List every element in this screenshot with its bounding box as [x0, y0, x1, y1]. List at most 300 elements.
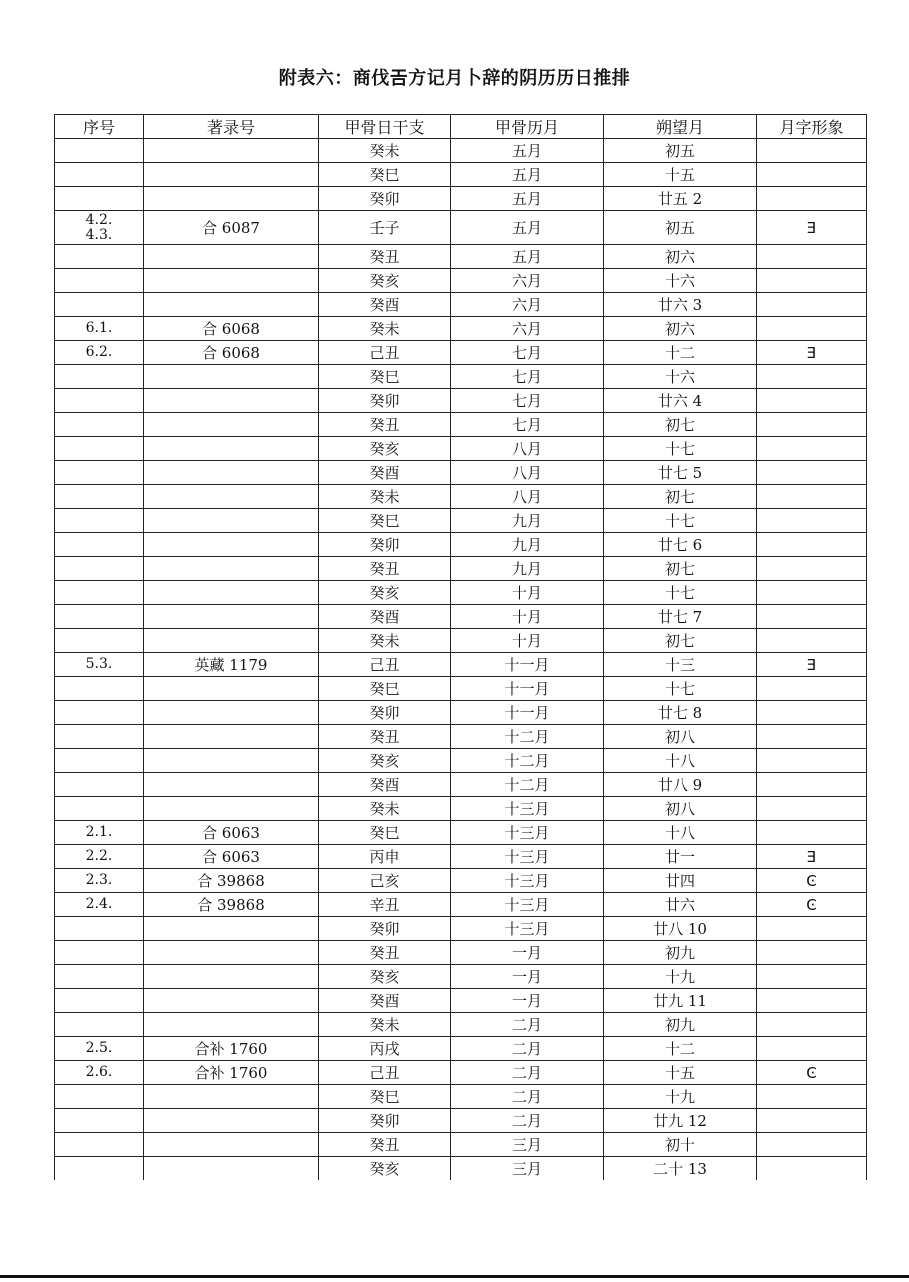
cell-source: [144, 509, 319, 533]
cell-month: 六月: [451, 293, 604, 317]
cell-seq: [55, 725, 144, 749]
cell-glyph: [757, 413, 867, 437]
cell-month: 十一月: [451, 677, 604, 701]
table-row: [55, 269, 867, 293]
cell-seq: [55, 485, 144, 509]
cell-month: 五月: [451, 139, 604, 163]
cell-source: [144, 413, 319, 437]
cell-ganzhi: 癸丑: [319, 413, 451, 437]
cell-source: [144, 1109, 319, 1133]
cell-seq: [55, 1085, 144, 1109]
cell-ganzhi: 癸亥: [319, 749, 451, 773]
cell-lunar: 廿七 6: [604, 533, 757, 557]
cell-seq: 2.6.: [55, 1061, 144, 1085]
table-row: [55, 749, 867, 773]
cell-source: [144, 389, 319, 413]
cell-glyph: Ǝ: [757, 845, 867, 869]
cell-ganzhi: 癸未: [319, 317, 451, 341]
cell-month: 七月: [451, 413, 604, 437]
cell-lunar: 初六: [604, 245, 757, 269]
cell-glyph: [757, 773, 867, 797]
cell-lunar: 十二: [604, 1037, 757, 1061]
cell-seq: [55, 1013, 144, 1037]
cell-month: 三月: [451, 1133, 604, 1157]
cell-source: [144, 1013, 319, 1037]
cell-seq: [55, 941, 144, 965]
cell-seq: 6.2.: [55, 341, 144, 365]
cell-month: 九月: [451, 533, 604, 557]
cell-ganzhi: 癸巳: [319, 821, 451, 845]
table-row: [55, 211, 867, 245]
cell-lunar: 十七: [604, 437, 757, 461]
cell-lunar: 初五: [604, 211, 757, 245]
cell-ganzhi: 癸丑: [319, 941, 451, 965]
cell-ganzhi: 己丑: [319, 341, 451, 365]
cell-ganzhi: 癸卯: [319, 1109, 451, 1133]
cell-seq: [55, 629, 144, 653]
table-row: [55, 389, 867, 413]
cell-ganzhi: 癸卯: [319, 533, 451, 557]
cell-lunar: 十九: [604, 1085, 757, 1109]
table-row: [55, 581, 867, 605]
cell-source: [144, 701, 319, 725]
cell-lunar: 廿六 4: [604, 389, 757, 413]
table-row: [55, 917, 867, 941]
cell-ganzhi: 辛丑: [319, 893, 451, 917]
cell-lunar: 初七: [604, 557, 757, 581]
cell-ganzhi: 癸丑: [319, 557, 451, 581]
cell-month: 二月: [451, 1013, 604, 1037]
cell-source: [144, 557, 319, 581]
table-row: [55, 163, 867, 187]
table-row: [55, 605, 867, 629]
cell-seq: [55, 605, 144, 629]
cell-lunar: 廿六 3: [604, 293, 757, 317]
cell-glyph: [757, 797, 867, 821]
table-row: [55, 461, 867, 485]
cell-lunar: 十六: [604, 269, 757, 293]
cell-source: [144, 749, 319, 773]
cell-glyph: [757, 1157, 867, 1181]
table-row: [55, 437, 867, 461]
table-body: [55, 139, 867, 1181]
table-row: [55, 821, 867, 845]
cell-source: 合补 1760: [144, 1061, 319, 1085]
table-row: [55, 341, 867, 365]
cell-month: 三月: [451, 1157, 604, 1181]
cell-seq: [55, 677, 144, 701]
cell-lunar: 廿七 5: [604, 461, 757, 485]
cell-ganzhi: 癸未: [319, 485, 451, 509]
cell-seq: 6.1.: [55, 317, 144, 341]
cell-seq: [55, 773, 144, 797]
cell-month: 八月: [451, 485, 604, 509]
cell-month: 八月: [451, 437, 604, 461]
table-row: [55, 989, 867, 1013]
cell-glyph: [757, 187, 867, 211]
cell-source: 合 39868: [144, 869, 319, 893]
cell-lunar: 十五: [604, 163, 757, 187]
table-row: [55, 845, 867, 869]
cell-month: 十三月: [451, 845, 604, 869]
cell-source: 合补 1760: [144, 1037, 319, 1061]
table-row: [55, 797, 867, 821]
cell-glyph: [757, 605, 867, 629]
cell-seq: 2.2.: [55, 845, 144, 869]
cell-ganzhi: 癸酉: [319, 989, 451, 1013]
table-row: [55, 509, 867, 533]
cell-month: 九月: [451, 509, 604, 533]
table-row: [55, 701, 867, 725]
cell-seq: [55, 139, 144, 163]
cell-month: 八月: [451, 461, 604, 485]
cell-source: [144, 245, 319, 269]
cell-source: [144, 461, 319, 485]
cell-glyph: [757, 389, 867, 413]
cell-lunar: 二十 13: [604, 1157, 757, 1181]
cell-seq: 5.3.: [55, 653, 144, 677]
cell-lunar: 十二: [604, 341, 757, 365]
cell-glyph: [757, 1085, 867, 1109]
column-header-seq: 序号: [55, 115, 144, 139]
cell-lunar: 十九: [604, 965, 757, 989]
cell-source: [144, 965, 319, 989]
cell-month: 十三月: [451, 917, 604, 941]
cell-month: 十三月: [451, 869, 604, 893]
cell-month: 二月: [451, 1109, 604, 1133]
cell-glyph: [757, 163, 867, 187]
cell-month: 九月: [451, 557, 604, 581]
table-row: [55, 725, 867, 749]
cell-seq: [55, 389, 144, 413]
cell-source: [144, 773, 319, 797]
cell-glyph: [757, 437, 867, 461]
cell-lunar: 廿一: [604, 845, 757, 869]
cell-month: 五月: [451, 187, 604, 211]
cell-glyph: [757, 677, 867, 701]
cell-month: 五月: [451, 211, 604, 245]
cell-ganzhi: 癸卯: [319, 917, 451, 941]
cell-glyph: [757, 1133, 867, 1157]
cell-seq: [55, 965, 144, 989]
cell-ganzhi: 癸酉: [319, 293, 451, 317]
cell-glyph: [757, 1037, 867, 1061]
table-row: [55, 869, 867, 893]
cell-lunar: 初八: [604, 725, 757, 749]
table-row: [55, 1061, 867, 1085]
cell-month: 十三月: [451, 797, 604, 821]
cell-lunar: 十七: [604, 677, 757, 701]
cell-seq: [55, 917, 144, 941]
table-row: [55, 413, 867, 437]
table-row: [55, 1133, 867, 1157]
cell-glyph: [757, 269, 867, 293]
cell-ganzhi: 丙戌: [319, 1037, 451, 1061]
cell-ganzhi: 癸巳: [319, 365, 451, 389]
cell-lunar: 廿八 10: [604, 917, 757, 941]
cell-seq: 2.4.: [55, 893, 144, 917]
cell-ganzhi: 癸巳: [319, 163, 451, 187]
cell-month: 二月: [451, 1037, 604, 1061]
cell-month: 十月: [451, 605, 604, 629]
cell-ganzhi: 癸未: [319, 797, 451, 821]
cell-lunar: 初八: [604, 797, 757, 821]
cell-source: 合 6087: [144, 211, 319, 245]
table-row: [55, 365, 867, 389]
cell-source: [144, 629, 319, 653]
cell-source: [144, 533, 319, 557]
cell-seq: 4.2. 4.3.: [55, 211, 144, 245]
cell-source: 合 6063: [144, 845, 319, 869]
table-row: [55, 629, 867, 653]
table-row: [55, 187, 867, 211]
column-header-ganzhi: 甲骨日干支: [319, 115, 451, 139]
cell-glyph: [757, 485, 867, 509]
cell-glyph: [757, 461, 867, 485]
cell-lunar: 廿八 9: [604, 773, 757, 797]
cell-ganzhi: 癸亥: [319, 581, 451, 605]
cell-glyph: [757, 749, 867, 773]
page-title: 附表六：商伐𢀛方记月卜辞的阴历历日推排: [278, 68, 631, 89]
cell-glyph: [757, 533, 867, 557]
cell-seq: 2.1.: [55, 821, 144, 845]
cell-source: [144, 989, 319, 1013]
cell-seq: [55, 701, 144, 725]
cell-seq: [55, 989, 144, 1013]
cell-seq: [55, 437, 144, 461]
cell-glyph: [757, 725, 867, 749]
cell-lunar: 十六: [604, 365, 757, 389]
cell-ganzhi: 癸巳: [319, 677, 451, 701]
cell-glyph: Ͼ: [757, 893, 867, 917]
cell-ganzhi: 癸亥: [319, 269, 451, 293]
cell-source: 合 6063: [144, 821, 319, 845]
cell-seq: [55, 1157, 144, 1181]
cell-source: [144, 269, 319, 293]
cell-source: [144, 797, 319, 821]
cell-seq: [55, 509, 144, 533]
cell-glyph: [757, 557, 867, 581]
cell-month: 十一月: [451, 653, 604, 677]
cell-glyph: [757, 509, 867, 533]
cell-ganzhi: 癸未: [319, 1013, 451, 1037]
cell-source: [144, 365, 319, 389]
cell-seq: [55, 1133, 144, 1157]
cell-lunar: 初十: [604, 1133, 757, 1157]
cell-seq: [55, 1109, 144, 1133]
cell-ganzhi: 癸未: [319, 629, 451, 653]
cell-glyph: [757, 1013, 867, 1037]
table-row: [55, 293, 867, 317]
cell-seq: [55, 461, 144, 485]
cell-glyph: [757, 245, 867, 269]
table-row: [55, 653, 867, 677]
cell-seq: 2.3.: [55, 869, 144, 893]
table-row: [55, 557, 867, 581]
cell-month: 十三月: [451, 893, 604, 917]
cell-ganzhi: 癸巳: [319, 509, 451, 533]
cell-glyph: [757, 701, 867, 725]
cell-lunar: 初七: [604, 629, 757, 653]
cell-lunar: 十三: [604, 653, 757, 677]
cell-seq: [55, 749, 144, 773]
cell-source: [144, 725, 319, 749]
cell-glyph: [757, 965, 867, 989]
cell-lunar: 十五: [604, 1061, 757, 1085]
cell-ganzhi: 癸亥: [319, 437, 451, 461]
cell-ganzhi: 癸卯: [319, 701, 451, 725]
column-header-month: 甲骨历月: [451, 115, 604, 139]
cell-source: [144, 485, 319, 509]
cell-seq: 2.5.: [55, 1037, 144, 1061]
cell-ganzhi: 癸卯: [319, 187, 451, 211]
cell-month: 十二月: [451, 725, 604, 749]
cell-month: 五月: [451, 245, 604, 269]
cell-glyph: Ǝ: [757, 653, 867, 677]
cell-month: 一月: [451, 941, 604, 965]
cell-lunar: 廿九 12: [604, 1109, 757, 1133]
cell-month: 十二月: [451, 773, 604, 797]
cell-ganzhi: 癸酉: [319, 773, 451, 797]
cell-month: 七月: [451, 389, 604, 413]
cell-lunar: 廿五 2: [604, 187, 757, 211]
cell-glyph: Ͼ: [757, 869, 867, 893]
cell-source: [144, 139, 319, 163]
table-row: [55, 941, 867, 965]
cell-source: 英藏 1179: [144, 653, 319, 677]
cell-glyph: [757, 293, 867, 317]
table-row: [55, 773, 867, 797]
cell-glyph: Ǝ: [757, 211, 867, 245]
cell-source: [144, 917, 319, 941]
cell-glyph: [757, 989, 867, 1013]
cell-month: 十月: [451, 581, 604, 605]
cell-lunar: 初七: [604, 485, 757, 509]
cell-lunar: 廿七 8: [604, 701, 757, 725]
table-row: [55, 317, 867, 341]
cell-seq: [55, 269, 144, 293]
cell-lunar: 廿四: [604, 869, 757, 893]
cell-glyph: [757, 941, 867, 965]
cell-seq: [55, 365, 144, 389]
cell-glyph: Ǝ: [757, 341, 867, 365]
cell-seq: [55, 293, 144, 317]
cell-source: [144, 1157, 319, 1181]
cell-month: 七月: [451, 365, 604, 389]
table-row: [55, 1157, 867, 1181]
cell-source: [144, 581, 319, 605]
cell-month: 十一月: [451, 701, 604, 725]
cell-ganzhi: 己丑: [319, 1061, 451, 1085]
table-row: [55, 677, 867, 701]
cell-lunar: 十七: [604, 509, 757, 533]
cell-source: [144, 605, 319, 629]
table-row: [55, 245, 867, 269]
cell-glyph: [757, 1109, 867, 1133]
cell-ganzhi: 癸未: [319, 139, 451, 163]
cell-lunar: 初五: [604, 139, 757, 163]
table-header-row: [55, 115, 867, 139]
cell-lunar: 初九: [604, 941, 757, 965]
cell-ganzhi: 丙申: [319, 845, 451, 869]
table-row: [55, 965, 867, 989]
cell-source: [144, 437, 319, 461]
cell-month: 十二月: [451, 749, 604, 773]
cell-source: [144, 1133, 319, 1157]
table-row: [55, 1013, 867, 1037]
cell-glyph: [757, 917, 867, 941]
cell-ganzhi: 己丑: [319, 653, 451, 677]
cell-month: 五月: [451, 163, 604, 187]
cell-glyph: [757, 139, 867, 163]
cell-source: 合 39868: [144, 893, 319, 917]
cell-ganzhi: 癸酉: [319, 605, 451, 629]
cell-source: [144, 163, 319, 187]
table-row: [55, 485, 867, 509]
cell-ganzhi: 癸丑: [319, 245, 451, 269]
cell-glyph: [757, 365, 867, 389]
cell-lunar: 初九: [604, 1013, 757, 1037]
cell-month: 一月: [451, 989, 604, 1013]
cell-ganzhi: 壬子: [319, 211, 451, 245]
cell-ganzhi: 癸巳: [319, 1085, 451, 1109]
cell-seq: [55, 557, 144, 581]
cell-ganzhi: 癸丑: [319, 725, 451, 749]
cell-seq: [55, 245, 144, 269]
cell-lunar: 廿六: [604, 893, 757, 917]
cell-lunar: 初七: [604, 413, 757, 437]
cell-month: 一月: [451, 965, 604, 989]
cell-lunar: 十八: [604, 821, 757, 845]
cell-ganzhi: 癸酉: [319, 461, 451, 485]
cell-glyph: Ͼ: [757, 1061, 867, 1085]
cell-lunar: 廿七 7: [604, 605, 757, 629]
table-row: [55, 893, 867, 917]
cell-source: 合 6068: [144, 341, 319, 365]
cell-glyph: [757, 821, 867, 845]
cell-glyph: [757, 629, 867, 653]
cell-source: [144, 1085, 319, 1109]
cell-source: [144, 677, 319, 701]
cell-seq: [55, 797, 144, 821]
cell-lunar: 十八: [604, 749, 757, 773]
column-header-glyph: 月字形象: [757, 115, 867, 139]
cell-seq: [55, 413, 144, 437]
cell-lunar: 十七: [604, 581, 757, 605]
table-row: [55, 1037, 867, 1061]
table-row: [55, 533, 867, 557]
cell-ganzhi: 癸亥: [319, 965, 451, 989]
cell-month: 六月: [451, 269, 604, 293]
cell-month: 二月: [451, 1085, 604, 1109]
cell-lunar: 初六: [604, 317, 757, 341]
cell-ganzhi: 己亥: [319, 869, 451, 893]
cell-seq: [55, 163, 144, 187]
cell-source: [144, 293, 319, 317]
cell-ganzhi: 癸丑: [319, 1133, 451, 1157]
column-header-source: 著录号: [144, 115, 319, 139]
cell-source: [144, 187, 319, 211]
cell-source: 合 6068: [144, 317, 319, 341]
cell-month: 七月: [451, 341, 604, 365]
table-row: [55, 1109, 867, 1133]
column-header-lunar: 朔望月: [604, 115, 757, 139]
calendar-table: [54, 114, 867, 1180]
cell-source: [144, 941, 319, 965]
cell-seq: [55, 187, 144, 211]
cell-seq: [55, 581, 144, 605]
cell-month: 十月: [451, 629, 604, 653]
